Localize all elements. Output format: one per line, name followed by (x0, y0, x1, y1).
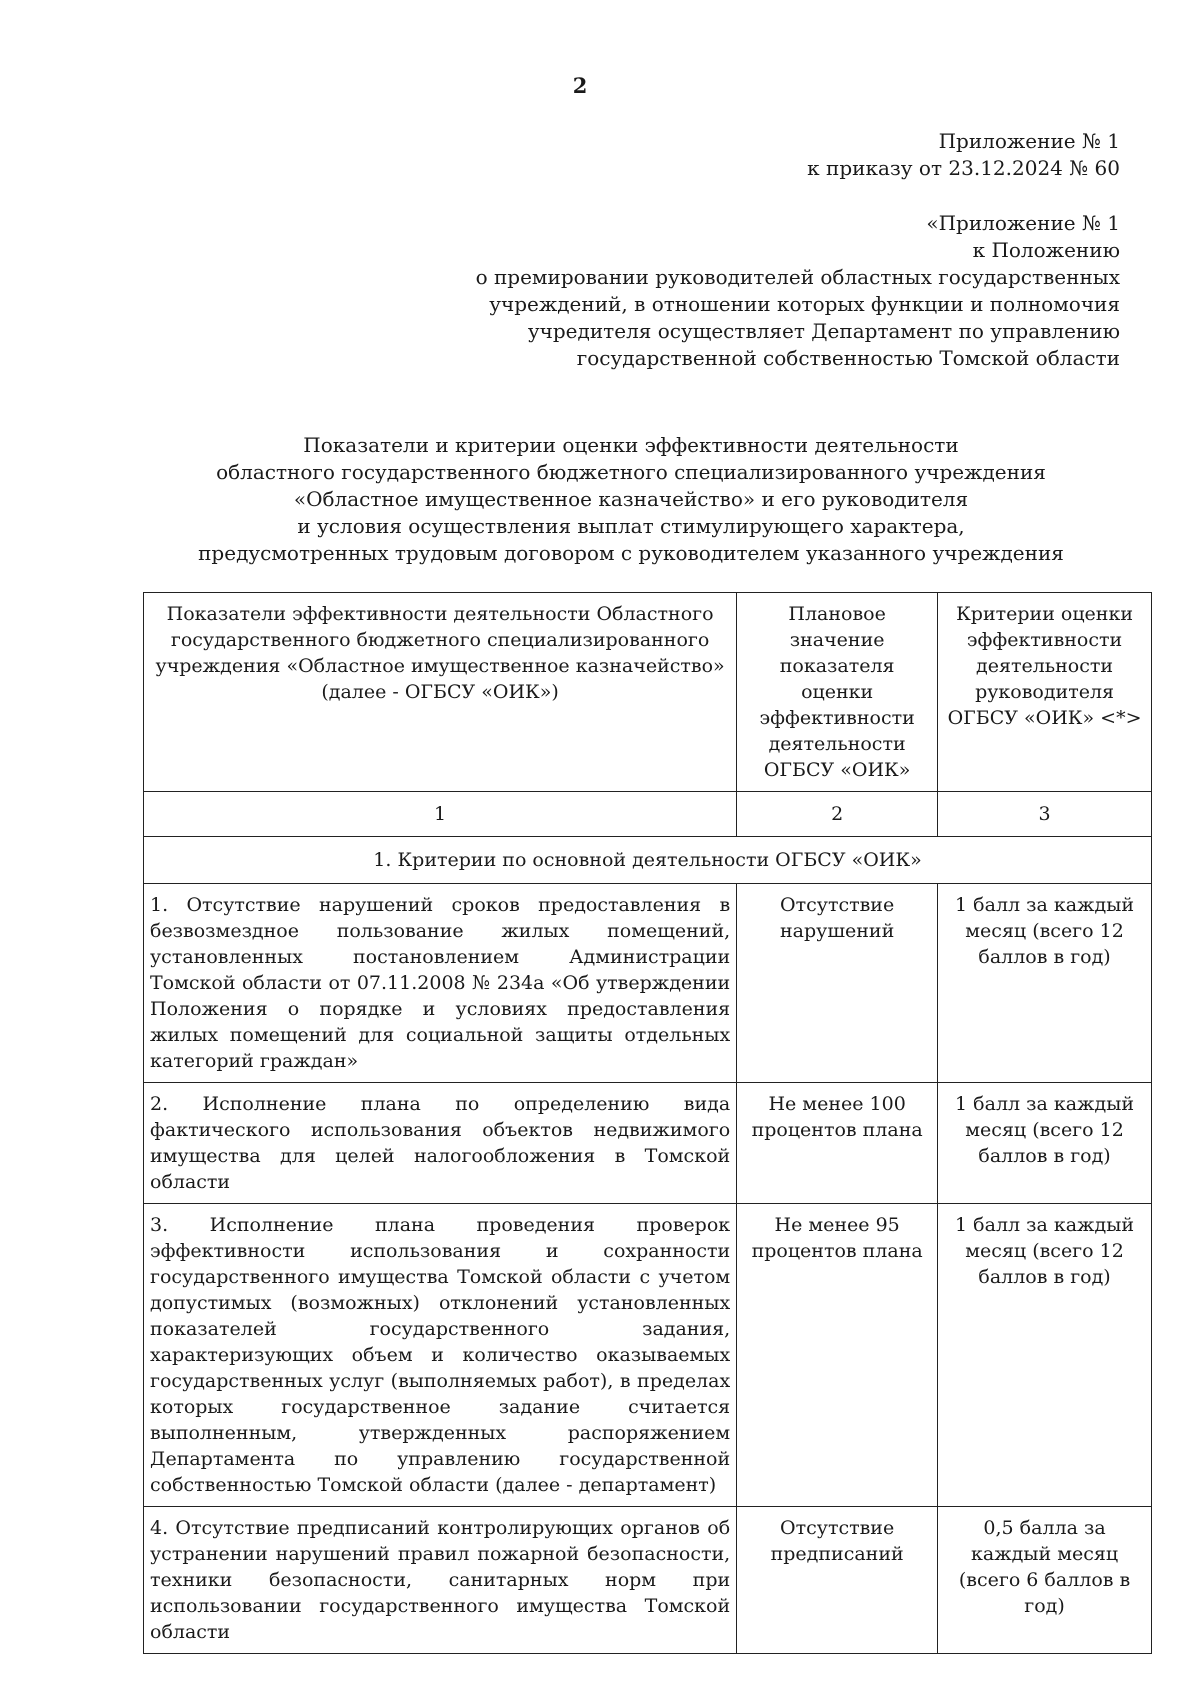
table-row (144, 1507, 1152, 1654)
title-line: Показатели и критерии оценки эффективности деятельности (303, 433, 959, 457)
appendix-regulation-line: учредителя осуществляет Департамент по управлению (527, 319, 1120, 343)
column-number: 2 (737, 792, 938, 837)
score-cell: 1 балл за каждый месяц (всего 12 баллов в год) (938, 884, 1152, 1083)
title-line: «Областное имущественное казначейство» и его руководителя (293, 487, 969, 511)
appendix-order-reference (807, 128, 1120, 182)
title-line: областного государственного бюджетного специализированного учреждения (216, 460, 1046, 484)
title-line: и условия осуществления выплат стимулирующего характера, (297, 514, 965, 538)
table-row (144, 884, 1152, 1083)
table-header-row (144, 593, 1152, 792)
table-row (144, 1204, 1152, 1507)
column-number: 1 (144, 792, 737, 837)
score-cell: 0,5 балла за каждый месяц (всего 6 баллов в год) (938, 1507, 1152, 1654)
header-indicators: Показатели эффективности деятельности Областного государственного бюджетного специализированного учреждения «Областное имущественное казначейство» (далее - ОГБСУ «ОИК») (144, 593, 737, 792)
appendix-regulation-line: государственной собственностью Томской области (576, 346, 1120, 370)
plan-value-cell: Отсутствие нарушений (737, 884, 938, 1083)
score-cell: 1 балл за каждый месяц (всего 12 баллов в год) (938, 1083, 1152, 1204)
section-row (144, 837, 1152, 884)
appendix-order-line: Приложение № 1 (938, 129, 1120, 153)
section-title: 1. Критерии по основной деятельности ОГБСУ «ОИК» (144, 837, 1152, 884)
plan-value-cell: Не менее 95 процентов плана (737, 1204, 938, 1507)
title-line: предусмотренных трудовым договором с руководителем указанного учреждения (198, 541, 1064, 565)
page-number: 2 (572, 73, 588, 98)
appendix-regulation-line: к Положению (972, 238, 1120, 262)
document-title (0, 432, 1200, 567)
appendix-regulation-reference (476, 210, 1120, 372)
header-plan-value: Плановое значение показателя оценки эффективности деятельности ОГБСУ «ОИК» (737, 593, 938, 792)
indicator-cell: 1. Отсутствие нарушений сроков предоставления в безвозмездное пользование жилых помещений, установленных постановлением Администрации Томской области от 07.11.2008 № 234а «Об утверждении Положения о порядке и условиях предоставления жилых помещений для социальной защиты отдельных категорий граждан» (144, 884, 737, 1083)
indicator-cell: 3. Исполнение плана проведения проверок эффективности использования и сохранности государственного имущества Томской области с учетом допустимых (возможных) отклонений установленных показателей государственного задания, характеризующих объем и количество оказываемых государственных услуг (выполняемых работ), в пределах которых государственное задание считается выполненным, утвержденных распоряжением Департамента по управлению государственной собственностью Томской области (далее - департамент) (144, 1204, 737, 1507)
appendix-regulation-line: учреждений, в отношении которых функции и полномочия (489, 292, 1120, 316)
column-number: 3 (938, 792, 1152, 837)
table-row (144, 1083, 1152, 1204)
score-cell: 1 балл за каждый месяц (всего 12 баллов в год) (938, 1204, 1152, 1507)
column-number-row (144, 792, 1152, 837)
plan-value-cell: Не менее 100 процентов плана (737, 1083, 938, 1204)
criteria-table (143, 592, 1152, 1654)
appendix-regulation-line: «Приложение № 1 (926, 211, 1120, 235)
indicator-cell: 2. Исполнение плана по определению вида фактического использования объектов недвижимого имущества для целей налогообложения в Томской области (144, 1083, 737, 1204)
header-criteria: Критерии оценки эффективности деятельности руководителя ОГБСУ «ОИК» <*> (938, 593, 1152, 792)
appendix-regulation-line: о премировании руководителей областных государственных (475, 265, 1120, 289)
appendix-order-line: к приказу от 23.12.2024 № 60 (807, 156, 1120, 180)
plan-value-cell: Отсутствие предписаний (737, 1507, 938, 1654)
indicator-cell: 4. Отсутствие предписаний контролирующих органов об устранении нарушений правил пожарной безопасности, техники безопасности, санитарных норм при использовании государственного имущества Томской области (144, 1507, 737, 1654)
